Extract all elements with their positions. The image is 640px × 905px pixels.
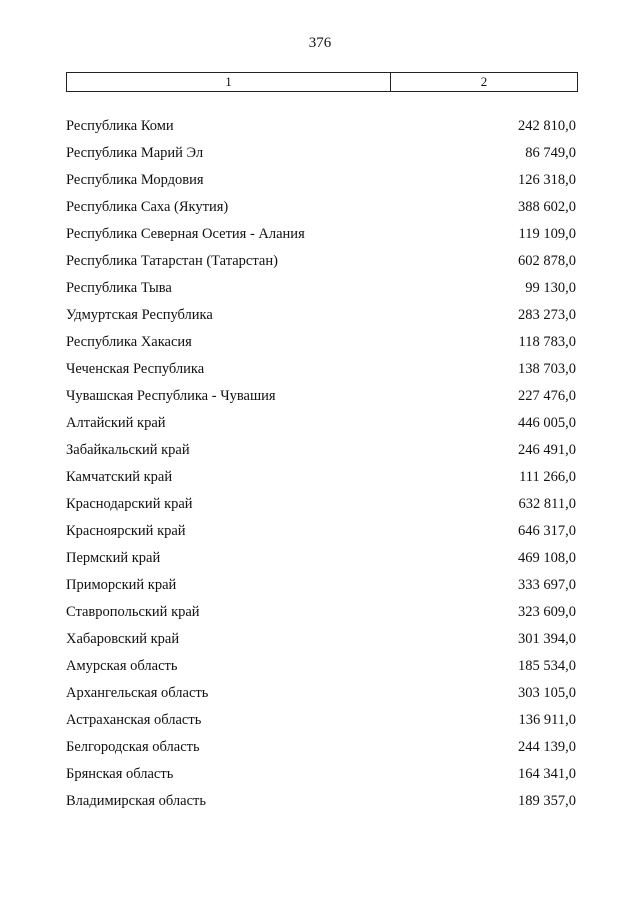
region-value: 283 273,0 [518,307,576,323]
region-value: 632 811,0 [518,496,576,512]
region-value: 303 105,0 [518,685,576,701]
region-name: Приморский край [66,577,177,593]
region-name: Республика Мордовия [66,172,204,188]
region-name: Республика Хакасия [66,334,192,350]
table-row [66,248,576,275]
region-name: Республика Северная Осетия - Алания [66,226,305,242]
region-name: Хабаровский край [66,631,180,647]
table-row [66,302,576,329]
table-row [66,572,576,599]
region-name: Брянская область [66,766,174,782]
region-value: 99 130,0 [525,280,576,296]
region-value: 323 609,0 [518,604,576,620]
table-row [66,734,576,761]
region-name: Архангельская область [66,685,209,701]
region-value: 446 005,0 [518,415,576,431]
region-value: 242 810,0 [518,118,576,134]
region-name: Республика Тыва [66,280,172,296]
region-name: Амурская область [66,658,178,674]
region-value: 136 911,0 [518,712,576,728]
table-row [66,653,576,680]
table-row [66,788,576,815]
region-name: Астраханская область [66,712,202,728]
region-name: Алтайский край [66,415,166,431]
table-row [66,518,576,545]
table-row [66,491,576,518]
region-value: 189 357,0 [518,793,576,809]
region-name: Республика Коми [66,118,174,134]
region-name: Красноярский край [66,523,186,539]
region-name: Республика Татарстан (Татарстан) [66,253,278,269]
region-name: Чеченская Республика [66,361,205,377]
region-name: Белгородская область [66,739,200,755]
region-value: 86 749,0 [525,145,576,161]
page-number: 376 [308,35,332,51]
table-row [66,464,576,491]
region-value: 246 491,0 [518,442,576,458]
column-header-2: 2 [480,74,488,89]
table-row [66,707,576,734]
table-row [66,194,576,221]
table-row [66,761,576,788]
region-value: 118 783,0 [518,334,576,350]
region-value: 185 534,0 [518,658,576,674]
region-name: Камчатский край [66,469,173,485]
region-value: 164 341,0 [518,766,576,782]
table-row [66,410,576,437]
region-value: 602 878,0 [518,253,576,269]
table-row [66,167,576,194]
region-name: Краснодарский край [66,496,193,512]
table-row [66,680,576,707]
region-value: 469 108,0 [518,550,576,566]
table-row [66,626,576,653]
table-row [66,545,576,572]
region-value: 126 318,0 [518,172,576,188]
region-value: 333 697,0 [518,577,576,593]
region-name: Республика Марий Эл [66,145,204,161]
region-name: Чувашская Республика - Чувашия [66,388,276,404]
column-header-row [66,72,578,92]
table-row [66,329,576,356]
region-name: Ставропольский край [66,604,200,620]
region-value: 138 703,0 [518,361,576,377]
table-row [66,113,576,140]
region-value: 646 317,0 [518,523,576,539]
region-name: Забайкальский край [66,442,190,458]
table-row [66,221,576,248]
region-name: Владимирская область [66,793,206,809]
table-row [66,599,576,626]
region-value: 301 394,0 [518,631,576,647]
region-name: Республика Саха (Якутия) [66,199,229,215]
region-value: 111 266,0 [519,469,576,485]
region-value: 119 109,0 [518,226,576,242]
region-value: 244 139,0 [518,739,576,755]
table-row [66,437,576,464]
region-table [66,113,576,815]
region-name: Пермский край [66,550,161,566]
region-value: 388 602,0 [518,199,576,215]
table-row [66,275,576,302]
table-row [66,356,576,383]
region-value: 227 476,0 [518,388,576,404]
table-row [66,383,576,410]
region-name: Удмуртская Республика [66,307,213,323]
column-header-1: 1 [67,73,391,91]
table-row [66,140,576,167]
